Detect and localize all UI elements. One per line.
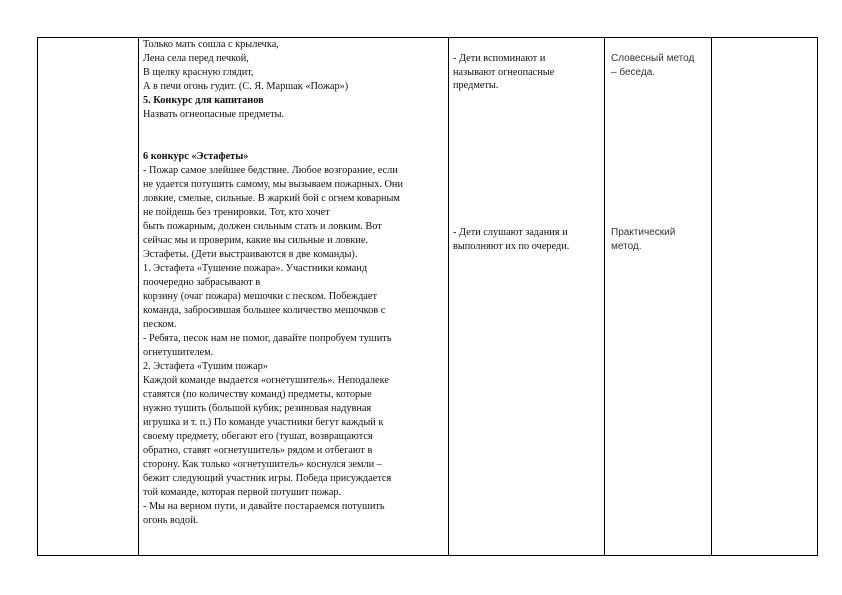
- text-line: – беседа.: [611, 66, 656, 78]
- text-line: предметы.: [453, 80, 499, 92]
- children-activity-block-1: [453, 52, 603, 93]
- text-line: огнетушителем.: [143, 347, 214, 358]
- blank-line: [143, 122, 443, 150]
- text-line: своему предмету, обегают его (тушат, возвращаются: [143, 431, 373, 442]
- text-line: выполняют их по очереди.: [453, 240, 570, 252]
- table-bottom-border: [37, 555, 818, 556]
- table-col-border-4: [711, 37, 712, 556]
- text-line: ставятся (по количеству команд) предметы, которые: [143, 389, 372, 400]
- table-col-border-1: [138, 37, 139, 556]
- section-heading: 5. Конкурс для капитанов: [143, 95, 264, 106]
- text-line: не пойдешь без тренировки. Тот, кто хочет: [143, 207, 330, 218]
- text-line: 2. Эстафета «Тушим пожар»: [143, 361, 268, 372]
- text-line: А в печи огонь гудит. (С. Я. Маршак «Пожар»): [143, 81, 349, 92]
- table-col-border-3: [604, 37, 605, 556]
- text-line: быть пожарным, должен сильным стать и ловким. Вот: [143, 221, 382, 232]
- text-line: Лена села перед печкой,: [143, 53, 249, 64]
- text-line: поочередно забрасывают в: [143, 277, 261, 288]
- text-line: Практический: [611, 227, 676, 238]
- activity-content: [143, 38, 443, 528]
- text-line: не удается потушить самому, мы вызываем пожарных. Они: [143, 179, 403, 190]
- text-line: корзину (очаг пожара) мешочки с песком. Побеждает: [143, 291, 377, 302]
- text-line: игрушка и т. п.) По команде участники бегут каждый к: [143, 417, 384, 428]
- text-line: - Дети вспоминают и: [453, 53, 546, 64]
- text-line: сейчас мы и проверим, какие вы сильные и ловкие.: [143, 235, 369, 246]
- table-col-border-5: [817, 37, 818, 556]
- text-line: бежит следующий участник игры. Победа присуждается: [143, 473, 392, 484]
- text-line: метод.: [611, 240, 642, 252]
- section-heading: 6 конкурс «Эстафеты»: [143, 151, 249, 162]
- text-line: В щелку красную глядит,: [143, 67, 254, 78]
- text-line: Только мать сошла с крылечка,: [143, 39, 279, 50]
- text-line: - Дети слушают задания и: [453, 227, 568, 238]
- method-block-1: [611, 52, 707, 79]
- text-line: сторону. Как только «огнетушитель» коснулся земли –: [143, 459, 382, 470]
- text-line: той команде, которая первой потушит пожар.: [143, 487, 342, 498]
- text-line: - Ребята, песок нам не помог, давайте попробуем тушить: [143, 333, 392, 344]
- text-line: 1. Эстафета «Тушение пожара». Участники команд: [143, 263, 368, 274]
- children-activity-block-2: [453, 226, 603, 253]
- text-line: Назвать огнеопасные предметы.: [143, 109, 285, 120]
- table-col-border-0: [37, 37, 38, 556]
- method-block-2: [611, 226, 707, 253]
- text-line: команда, забросившая большее количество мешочков с: [143, 305, 386, 316]
- text-line: песком.: [143, 319, 177, 330]
- text-line: Словесный метод: [611, 53, 695, 64]
- text-line: - Мы на верном пути, и давайте постараемся потушить: [143, 501, 385, 512]
- text-line: Каждой команде выдается «огнетушитель». Неподалеке: [143, 375, 389, 386]
- text-line: Эстафеты. (Дети выстраиваются в две команды).: [143, 249, 358, 260]
- text-line: - Пожар самое злейшее бедствие. Любое возгорание, если: [143, 165, 398, 176]
- text-line: ловкие, смелые, сильные. В жаркий бой с огнем коварным: [143, 193, 400, 204]
- text-line: обратно, ставят «огнетушитель» рядом и отбегают в: [143, 445, 373, 456]
- table-col-border-2: [448, 37, 449, 556]
- text-line: называют огнеопасные: [453, 66, 555, 78]
- text-line: огонь водой.: [143, 515, 199, 526]
- text-line: нужно тушить (большой кубик; резиновая надувная: [143, 403, 372, 414]
